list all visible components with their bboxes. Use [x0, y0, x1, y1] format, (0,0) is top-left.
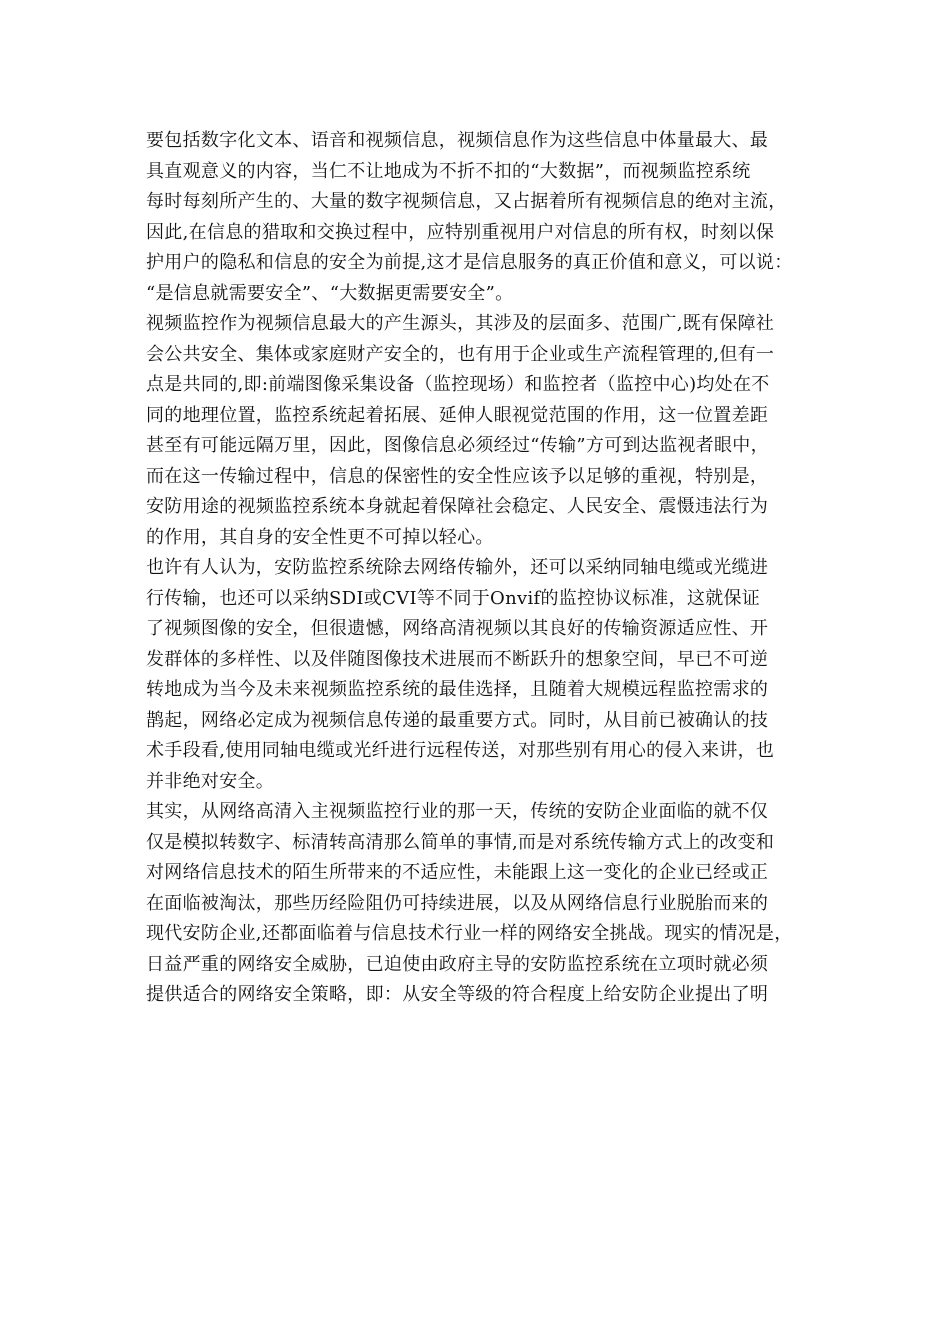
text-line: 日益严重的网络安全威胁，已迫使由政府主导的安防监控系统在立项时就必须: [146, 953, 769, 975]
paragraph: [146, 553, 816, 797]
text-line: 的作用，其自身的安全性更不可掉以轻心。: [146, 526, 494, 548]
text-line: 鹊起，网络必定成为视频信息传递的最重要方式。同时，从目前已被确认的技: [146, 709, 769, 731]
text-line: 甚至有可能远隔万里，因此，图像信息必须经过“传输”方可到达监视者眼中，: [146, 435, 769, 456]
text-line: 发群体的多样性、以及伴随图像技术进展而不断跃升的想象空间，早已不可逆: [146, 648, 769, 670]
text-line: 转地成为当今及未来视频监控系统的最佳选择，且随着大规模远程监控需求的: [146, 679, 769, 700]
text-line: 并非绝对安全。: [146, 770, 275, 792]
text-line: 会公共安全、集体或家庭财产安全的，也有用于企业或生产流程管理的,但有一: [146, 343, 775, 365]
text-line: 也许有人认为，安防监控系统除去网络传输外，还可以采纳同轴电缆或光缆进: [146, 557, 769, 578]
paragraph: [146, 797, 816, 1011]
text-line: 安防用途的视频监控系统本身就起着保障社会稳定、人民安全、震慑违法行为: [146, 496, 769, 517]
text-line: 行传输，也还可以采纳SDI或CVI等不同于Onvif的监控协议标准，这就保证: [146, 587, 761, 609]
text-line: 视频监控作为视频信息最大的产生源头，其涉及的层面多、范围广,既有保障社: [146, 313, 775, 334]
document-body: [146, 126, 816, 1011]
text-line: 同的地理位置，监控系统起着拓展、延伸人眼视觉范围的作用，这一位置差距: [146, 404, 769, 426]
text-line: 术手段看,使用同轴电缆或光纤进行远程传送，对那些别有用心的侵入来讲，也: [146, 740, 775, 761]
text-line: 仅是模拟转数字、标清转高清那么简单的事情,而是对系统传输方式上的改变和: [146, 831, 775, 853]
text-line: 而在这一传输过程中，信息的保密性的安全性应该予以足够的重视，特别是，: [146, 465, 769, 487]
text-line: 其实，从网络高清入主视频监控行业的那一天，传统的安防企业面临的就不仅: [146, 801, 769, 822]
text-line: 现代安防企业,还都面临着与信息技术行业一样的网络安全挑战。现实的情况是，: [146, 923, 793, 944]
text-line: 具直观意义的内容，当仁不让地成为不折不扣的“大数据”，而视频监控系统: [146, 160, 751, 182]
paragraph: [146, 126, 816, 309]
text-line: 要包括数字化文本、语音和视频信息，视频信息作为这些信息中体量最大、最: [146, 130, 769, 151]
text-line: 在面临被淘汰，那些历经险阻仍可持续进展，以及从网络信息行业脱胎而来的: [146, 892, 769, 914]
text-line: 护用户的隐私和信息的安全为前提,这才是信息服务的真正价值和意义，可以说：: [146, 252, 793, 273]
text-line: 提供适合的网络安全策略，即：从安全等级的符合程度上给安防企业提出了明: [146, 984, 769, 1005]
text-line: “是信息就需要安全”、“大数据更需要安全”。: [146, 282, 514, 304]
text-line: 因此,在信息的猎取和交换过程中，应特别重视用户对信息的所有权，时刻以保: [146, 221, 775, 243]
text-line: 对网络信息技术的陌生所带来的不适应性，未能跟上这一变化的企业已经或正: [146, 862, 769, 883]
text-line: 点是共同的,即:前端图像采集设备（监控现场）和监控者（监控中心)均处在不: [146, 374, 770, 395]
text-line: 每时每刻所产生的、大量的数字视频信息，又占据着所有视频信息的绝对主流，: [146, 191, 787, 212]
paragraph: [146, 309, 816, 553]
text-line: 了视频图像的安全，但很遗憾，网络高清视频以其良好的传输资源适应性、开: [146, 618, 769, 639]
